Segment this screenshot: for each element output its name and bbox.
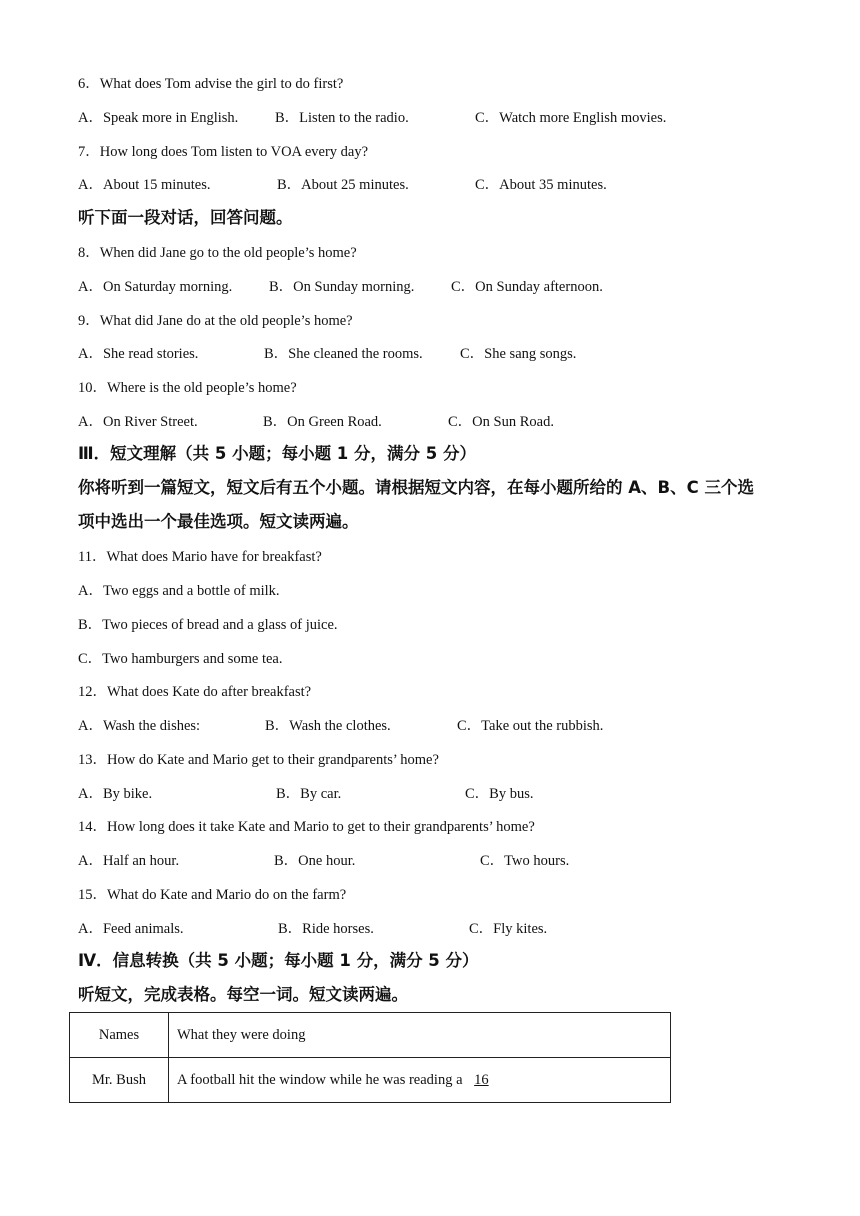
option-c: C．Take out the rubbish. <box>457 718 604 734</box>
option-a: A．About 15 minutes. <box>78 177 211 193</box>
option-a: A．By bike. <box>78 786 153 802</box>
option-a: A．She read stories. <box>78 346 199 362</box>
option-b: B．About 25 minutes. <box>277 177 409 193</box>
option-b: B．On Sunday morning. <box>269 279 415 295</box>
option-b: B．She cleaned the rooms. <box>264 346 423 362</box>
question-7: 7．How long does Tom listen to VOA every day? <box>78 144 369 160</box>
question-6: 6．What does Tom advise the girl to do first? <box>78 76 344 92</box>
option-c: C．Watch more English movies. <box>475 110 667 126</box>
question-11: 11．What does Mario have for breakfast? <box>78 549 322 565</box>
section-3-title: Ⅲ．短文理解（共 5 小题；每小题 1 分，满分 5 分） <box>78 444 477 463</box>
header-activity: What they were doing <box>169 1013 671 1058</box>
dialog-instruction: 听下面一段对话，回答问题。 <box>78 208 293 227</box>
question-10: 10．Where is the old people’s home? <box>78 380 297 396</box>
table-header-row <box>70 1013 671 1058</box>
option-11-a: A．Two eggs and a bottle of milk. <box>78 583 280 599</box>
option-c: C．Two hours. <box>480 853 570 869</box>
table-row <box>70 1058 671 1103</box>
option-b: B．One hour. <box>274 853 356 869</box>
cell-name: Mr. Bush <box>70 1058 169 1103</box>
answer-blank-16[interactable]: 16 <box>474 1071 489 1088</box>
option-b: B．Wash the clothes. <box>265 718 391 734</box>
option-11-c: C．Two hamburgers and some tea. <box>78 651 283 667</box>
option-11-b: B．Two pieces of bread and a glass of juice. <box>78 617 338 633</box>
activity-text: A football hit the window while he was reading a <box>177 1071 463 1088</box>
option-c: C．By bus. <box>465 786 534 802</box>
option-a: A．On River Street. <box>78 414 198 430</box>
option-c: C．She sang songs. <box>460 346 577 362</box>
header-names: Names <box>70 1013 169 1058</box>
question-9: 9．What did Jane do at the old people’s home? <box>78 313 353 329</box>
option-b: B．Listen to the radio. <box>275 110 409 126</box>
cell-activity <box>169 1058 671 1103</box>
option-b: B．On Green Road. <box>263 414 382 430</box>
info-table <box>69 1012 671 1103</box>
section-3-instruction-line-2: 项中选出一个最佳选项。短文读两遍。 <box>78 512 359 531</box>
option-a: A．Speak more in English. <box>78 110 239 126</box>
option-a: A．Half an hour. <box>78 853 180 869</box>
option-c: C．About 35 minutes. <box>475 177 607 193</box>
option-c: C．On Sun Road. <box>448 414 554 430</box>
section-4-title: Ⅳ．信息转换（共 5 小题；每小题 1 分，满分 5 分） <box>78 951 479 970</box>
option-b: B．By car. <box>276 786 342 802</box>
option-a: A．Wash the dishes: <box>78 718 201 734</box>
section-4-instruction: 听短文，完成表格。每空一词。短文读两遍。 <box>78 985 408 1004</box>
question-15: 15．What do Kate and Mario do on the farm? <box>78 887 347 903</box>
question-13: 13．How do Kate and Mario get to their grandparents’ home? <box>78 752 439 768</box>
option-a: A．On Saturday morning. <box>78 279 233 295</box>
section-3-instruction-line-1: 你将听到一篇短文，短文后有五个小题。请根据短文内容，在每小题所给的 A、B、C 三个选 <box>78 478 754 497</box>
option-a: A．Feed animals. <box>78 921 184 937</box>
option-c: C．On Sunday afternoon. <box>451 279 603 295</box>
question-8: 8．When did Jane go to the old people’s home? <box>78 245 357 261</box>
option-b: B．Ride horses. <box>278 921 374 937</box>
question-14: 14．How long does it take Kate and Mario to get to their grandparents’ home? <box>78 819 535 835</box>
option-c: C．Fly kites. <box>469 921 548 937</box>
question-12: 12．What does Kate do after breakfast? <box>78 684 312 700</box>
